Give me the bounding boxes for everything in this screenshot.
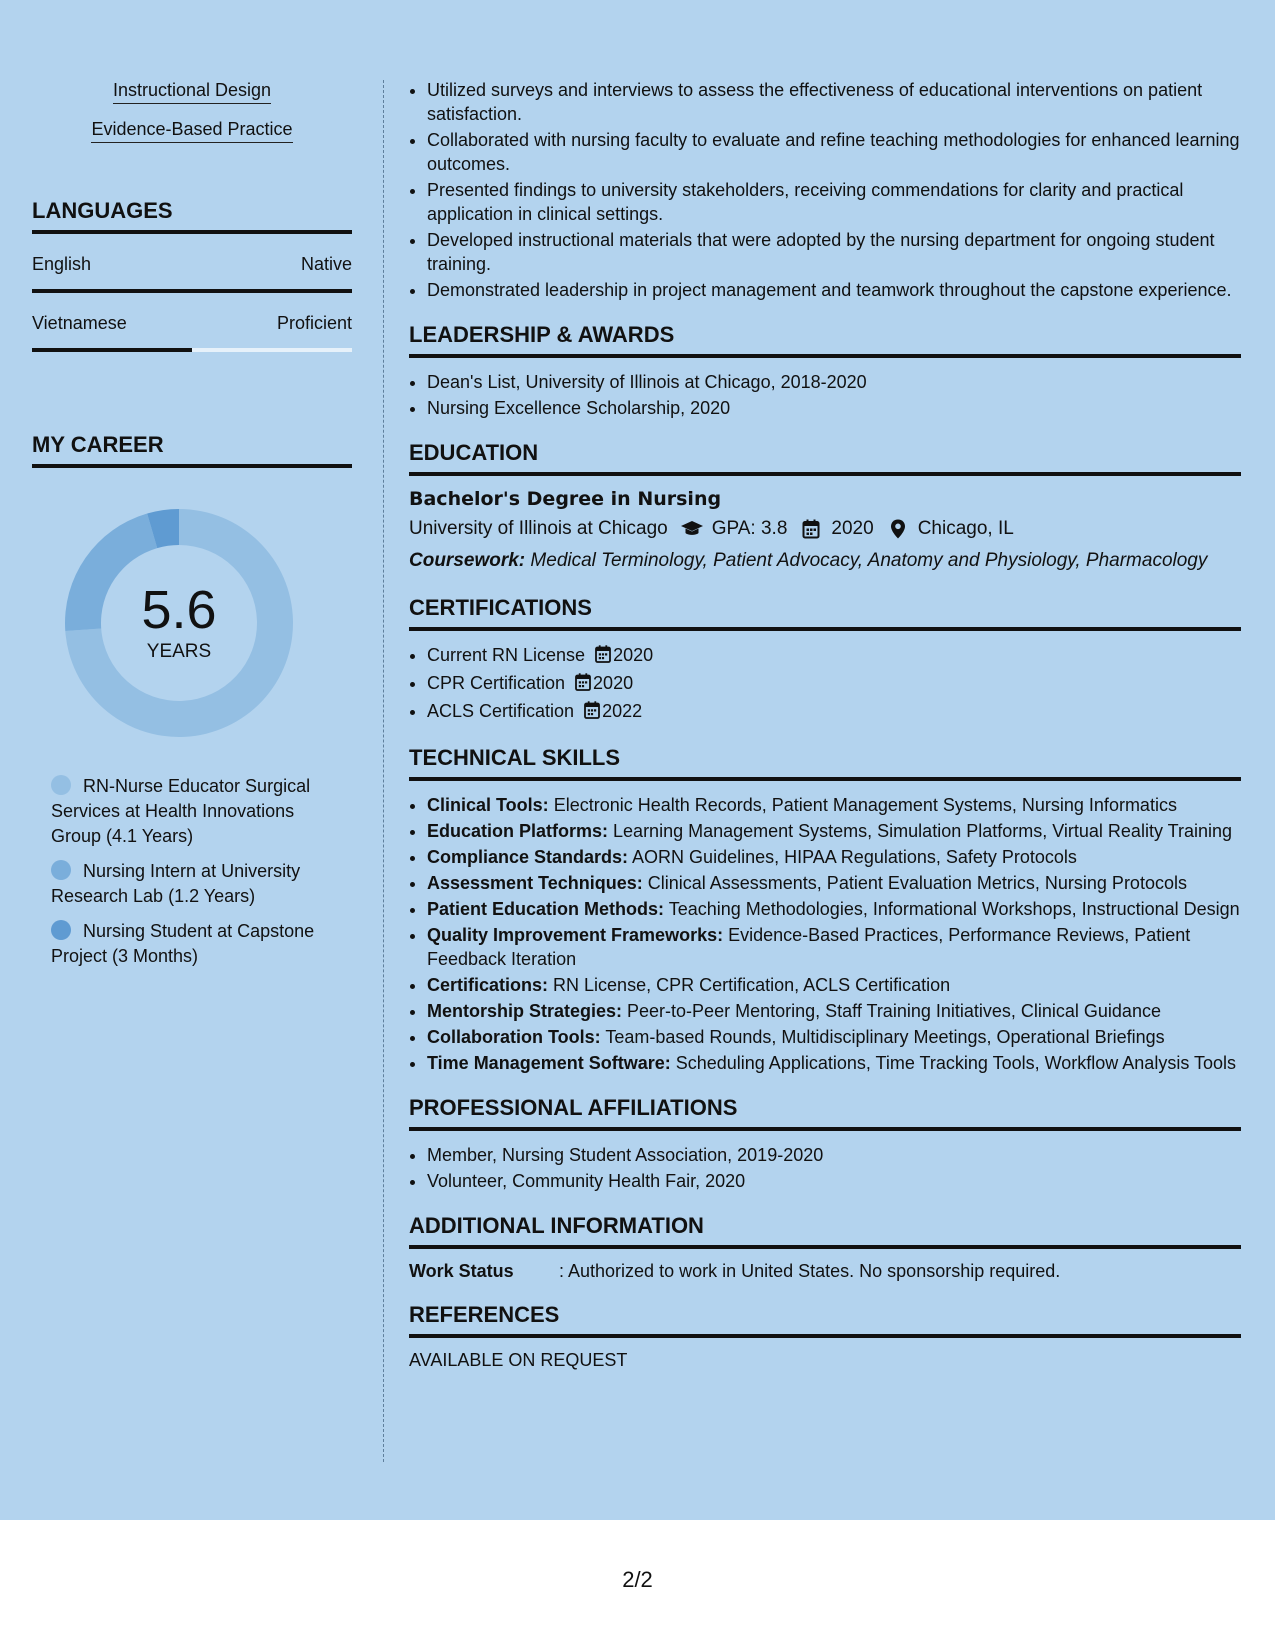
education-coursework: Coursework: Medical Terminology, Patient Advocacy, Anatomy and Physiology, Pharmacology — [409, 550, 1208, 571]
language-name: Vietnamese — [32, 313, 127, 333]
list-item: • Clinical Tools: Electronic Health Records, Patient Management Systems, Nursing Informatics — [427, 793, 1241, 817]
list-item: • Current RN License 2020 — [427, 643, 1241, 669]
career-title: MY CAREER — [32, 432, 352, 468]
references-title: REFERENCES — [409, 1302, 1241, 1338]
list-item: • Patient Education Methods: Teaching Methodologies, Informational Workshops, Instructional Design — [427, 897, 1241, 921]
language-bar-fill — [32, 289, 352, 293]
additional-info-title: ADDITIONAL INFORMATION — [409, 1213, 1241, 1249]
career-legend-item: Nursing Intern at University Research Lab (1.2 Years) — [51, 861, 301, 906]
education-degree: Bachelor's Degree in Nursing — [409, 488, 722, 510]
calendar-icon — [595, 645, 611, 669]
language-bar-fill — [32, 348, 192, 352]
references-text: AVAILABLE ON REQUEST — [409, 1350, 628, 1370]
list-item: • Compliance Standards: AORN Guidelines, HIPAA Regulations, Safety Protocols — [427, 845, 1241, 869]
list-item: • Quality Improvement Frameworks: Evidence-Based Practices, Performance Reviews, Patient Feedback Iteration — [427, 923, 1241, 971]
language-bar — [32, 348, 352, 352]
list-item: • Certifications: RN License, CPR Certification, ACLS Certification — [427, 973, 1241, 997]
career-donut — [64, 508, 294, 738]
legend-dot-icon — [51, 920, 71, 940]
list-item: • Developed instructional materials that were adopted by the nursing department for ongoing student training. — [427, 228, 1241, 276]
list-item: • Nursing Excellence Scholarship, 2020 — [427, 396, 1241, 420]
list-item: • ACLS Certification 2022 — [427, 699, 1241, 725]
education-location: Chicago, IL — [917, 518, 1014, 539]
graduation-cap-icon — [680, 519, 704, 539]
language-item — [32, 254, 352, 293]
leadership-title: LEADERSHIP & AWARDS — [409, 322, 1241, 358]
career-legend — [51, 774, 341, 969]
legend-dot-icon — [51, 775, 71, 795]
language-bar — [32, 289, 352, 293]
list-item: • Demonstrated leadership in project management and teamwork throughout the capstone experience. — [427, 278, 1241, 302]
career-unit: YEARS — [146, 641, 212, 662]
education-year: 2020 — [831, 518, 874, 539]
list-item: • Volunteer, Community Health Fair, 2020 — [427, 1169, 1241, 1193]
sidebar — [32, 80, 352, 979]
skill-link[interactable]: Evidence-Based Practice — [32, 119, 352, 140]
work-status-label: Work Status — [409, 1261, 514, 1281]
list-item: • Dean's List, University of Illinois at Chicago, 2018-2020 — [427, 370, 1241, 394]
list-item: • Collaboration Tools: Team-based Rounds, Multidisciplinary Meetings, Operational Briefings — [427, 1025, 1241, 1049]
location-pin-icon — [886, 519, 910, 539]
calendar-icon — [575, 673, 591, 697]
career-total: 5.6 — [141, 580, 217, 640]
list-item: • Presented findings to university stakeholders, receiving commendations for clarity and practical application in clinical settings. — [427, 178, 1241, 226]
list-item: • Education Platforms: Learning Management Systems, Simulation Platforms, Virtual Reality Training — [427, 819, 1241, 843]
page-number: 2/2 — [622, 1567, 653, 1592]
list-item: • Member, Nursing Student Association, 2019-2020 — [427, 1143, 1241, 1167]
leadership-list — [409, 370, 1241, 420]
work-status — [409, 1261, 1241, 1282]
list-item: • Time Management Software: Scheduling Applications, Time Tracking Tools, Workflow Analysis Tools — [427, 1051, 1241, 1075]
column-divider — [383, 80, 384, 1462]
education-gpa: GPA: 3.8 — [711, 518, 788, 539]
certifications-title: CERTIFICATIONS — [409, 595, 1241, 631]
technical-skills-list — [409, 793, 1241, 1075]
list-item: • Mentorship Strategies: Peer-to-Peer Mentoring, Staff Training Initiatives, Clinical Guidance — [427, 999, 1241, 1023]
career-legend-item: RN-Nurse Educator Surgical Services at Health Innovations Group (4.1 Years) — [51, 776, 311, 846]
main-content — [409, 78, 1241, 1371]
career-legend-item: Nursing Student at Capstone Project (3 Months) — [51, 921, 315, 966]
education-details — [409, 518, 1241, 540]
list-item: • Assessment Techniques: Clinical Assessments, Patient Evaluation Metrics, Nursing Protocols — [427, 871, 1241, 895]
legend-dot-icon — [51, 860, 71, 880]
education-school: University of Illinois at Chicago — [409, 518, 668, 539]
affiliations-title: PROFESSIONAL AFFILIATIONS — [409, 1095, 1241, 1131]
languages-title: LANGUAGES — [32, 198, 352, 234]
language-level: Native — [300, 254, 352, 274]
calendar-icon — [799, 519, 823, 539]
language-level: Proficient — [276, 313, 352, 333]
certifications-list — [409, 643, 1241, 725]
calendar-icon — [584, 701, 600, 725]
work-status-value: : Authorized to work in United States. No sponsorship required. — [559, 1261, 1061, 1281]
education-title: EDUCATION — [409, 440, 1241, 476]
experience-bullets — [409, 78, 1241, 302]
list-item: • Collaborated with nursing faculty to evaluate and refine teaching methodologies for enhanced learning outcomes. — [427, 128, 1241, 176]
list-item: • CPR Certification 2020 — [427, 671, 1241, 697]
list-item: • Utilized surveys and interviews to assess the effectiveness of educational interventions on patient satisfaction. — [427, 78, 1241, 126]
skill-link[interactable]: Instructional Design — [32, 80, 352, 101]
affiliations-list — [409, 1143, 1241, 1193]
technical-skills-title: TECHNICAL SKILLS — [409, 745, 1241, 781]
language-item — [32, 313, 352, 352]
language-name: English — [32, 254, 92, 274]
